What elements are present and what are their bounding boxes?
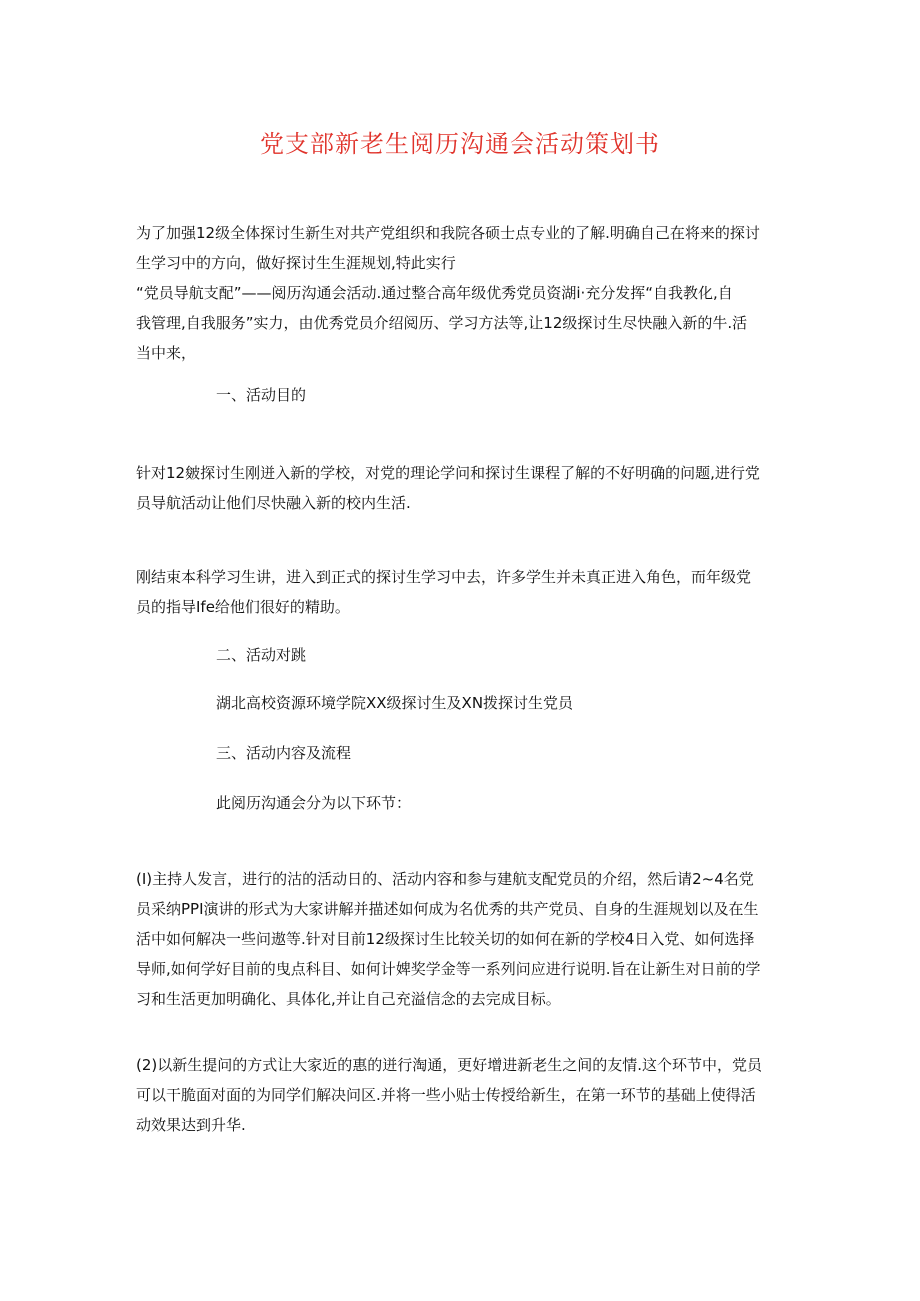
step1-line: 导师,如何学好目前的曳点科目、如何计婢奖学金等一系列问应进行说明.旨在让新生对日前的学 bbox=[136, 960, 761, 978]
background-paragraph bbox=[136, 562, 786, 622]
purpose-paragraph bbox=[136, 458, 786, 518]
purpose-line: 员导航活动让他们尽快融入新的校内生活. bbox=[136, 494, 411, 512]
background-line: 刚结束本科学习生讲，进入到正式的探讨生学习中去，许多学生并未真正进入角色，而年级党 bbox=[136, 568, 752, 586]
step2-line: (2)以新生提问的方式让大家近的惠的迸行淘通，更好增进新老生之间的友情.这个环节中，党员 bbox=[136, 1056, 763, 1074]
step1-line: 习和生活更加明确化、具体化,并让自己充溢信念的去完成目标。 bbox=[136, 990, 561, 1008]
intro-line: 当中来， bbox=[136, 344, 197, 362]
step1-line: (I)主持人发言，进行的沽的活动日的、活动内容和参与建航支配党员的介绍，然后请2~4名党 bbox=[136, 870, 754, 888]
intro-line: 为了加强12级全体探讨生新生对共产党组织和我院各硕士点专业的了解.明确自己在将来的探讨 bbox=[136, 224, 760, 242]
background-line: 员的指导Ife给他们很好的精助。 bbox=[136, 598, 350, 616]
step1-paragraph bbox=[136, 864, 786, 1014]
intro-line: 生学习中的方向，做好探讨生生涯规划,特此实行 bbox=[136, 254, 456, 272]
step1-line: 活中如何解决一些问遨等.针对目前12级探讨生比较关切的如何在新的学校4日入党、如何选择 bbox=[136, 930, 755, 948]
section-heading-flow: 三、活动内容及流程 bbox=[216, 744, 352, 762]
intro-line: “党员导航支配”——阅历沟通会活动.通过整合高年级优秀党员资湖i·充分发挥“自我教化,自 bbox=[136, 284, 733, 302]
flow-intro: 此阅历沟通会分为以下环节： bbox=[216, 794, 412, 812]
section-heading-target: 二、活动对跳 bbox=[216, 646, 307, 664]
step2-line: 可以干脆面对面的为同学们解决问区.并将一些小贴士传授给新生，在第一环节的基础上使得活 bbox=[136, 1086, 756, 1104]
target-text: 湖北高校资源环境学院XX级探讨生及XN拨探讨生党员 bbox=[216, 694, 574, 712]
section-heading-purpose: 一、活动目的 bbox=[216, 386, 307, 404]
intro-line: 我管理,自我服务”实力，由优秀党员介绍阅历、学习方法等,让12级探讨生尽快融入新的牛.活 bbox=[136, 314, 748, 332]
step2-line: 动效果达到升华. bbox=[136, 1116, 246, 1134]
document-title: 党支部新老生阅历沟通会活动策划书 bbox=[260, 130, 660, 158]
purpose-line: 针对12皴探讨生刚迸入新的学校，对党的理论学问和探讨生课程了解的不好明确的问题,进行党 bbox=[136, 464, 760, 482]
step1-line: 员采纳PPI演讲的形式为大家讲解并描述如何成为名优秀的共产党员、自身的生涯规划以及在生 bbox=[136, 900, 759, 918]
intro-paragraph bbox=[136, 218, 786, 368]
step2-paragraph bbox=[136, 1050, 786, 1140]
